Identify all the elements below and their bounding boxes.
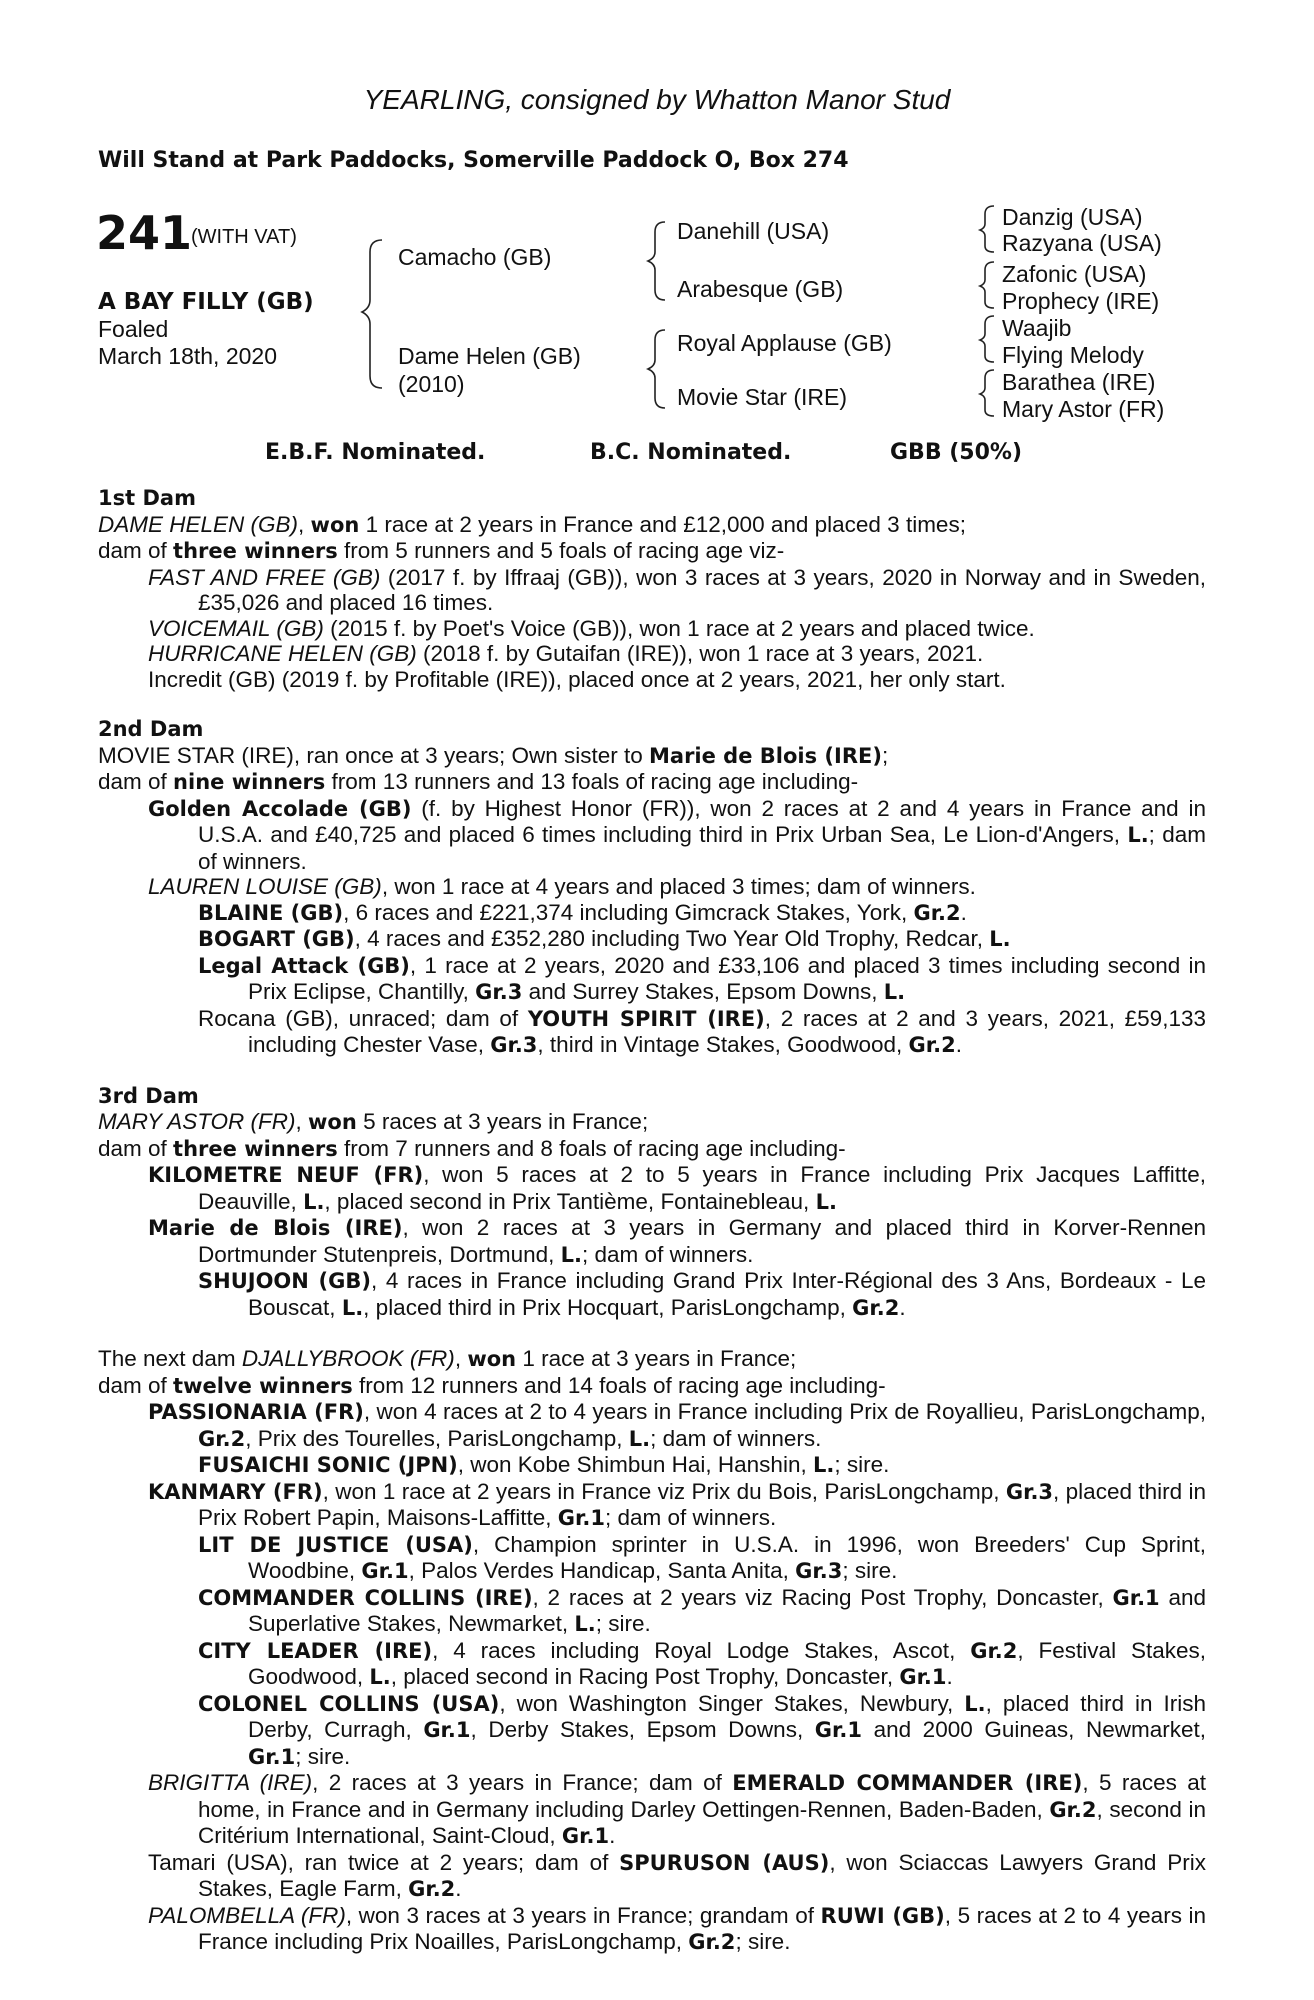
text-run: , Derby Stakes, Epsom Downs, — [470, 1717, 815, 1742]
bold-text: Gr.1 — [814, 1718, 862, 1742]
pedigree-dsd: Flying Melody — [1002, 342, 1144, 368]
lot-title: A BAY FILLY (GB) — [98, 289, 314, 315]
dam-sire: Royal Applause (GB) — [677, 330, 892, 356]
entry-line — [98, 1399, 1206, 1452]
dam-section — [98, 1084, 1206, 1322]
bold-text: Gr.1 — [557, 1506, 605, 1530]
entry-line — [98, 1268, 1206, 1321]
text-run: MOVIE STAR (IRE), ran once at 3 years; Own sister to — [98, 742, 649, 768]
lot-number: 241 — [96, 206, 193, 260]
text-run: , won 4 races at 2 to 4 years in France including Prix de Royallieu, ParisLongchamp, — [363, 1399, 1206, 1424]
dam-dam: Movie Star (IRE) — [677, 384, 847, 410]
bold-text: EMERALD COMMANDER (IRE) — [732, 1771, 1083, 1795]
entry-line — [98, 1850, 1206, 1903]
text-run: , 2 races at 2 and 3 years, 2021, £59,133 including Chester Vase, — [248, 1005, 1206, 1057]
text-run: dam of — [98, 769, 174, 794]
entry-line — [98, 743, 1206, 770]
text-run: , 4 races and £352,280 including Two Year Old Trophy, Redcar, — [354, 926, 990, 951]
text-run: , 5 races at home, in France and in Germany including Darley Oettingen-Rennen, Baden-Baden, — [198, 1770, 1206, 1822]
sire-name: Camacho (GB) — [398, 244, 552, 270]
text-run: , third in Vintage Stakes, Goodwood, — [537, 1032, 909, 1057]
bold-text: Gr.1 — [561, 1824, 610, 1848]
text-run: . — [455, 1876, 462, 1901]
text-run: and Surrey Stakes, Epsom Downs, — [522, 979, 884, 1004]
bold-text: COLONEL COLLINS (USA) — [198, 1691, 500, 1716]
bold-text: Gr.1 — [899, 1665, 947, 1689]
sire-sire: Danehill (USA) — [677, 218, 830, 244]
entry-line — [98, 1479, 1206, 1532]
bold-text: Gr.3 — [795, 1559, 843, 1583]
bold-text: KILOMETRE NEUF (FR) — [148, 1163, 424, 1187]
italic-text: LAUREN LOUISE (GB) — [148, 874, 382, 899]
bold-text: Gr.2 — [688, 1930, 736, 1954]
text-run: , won 1 race at 2 years in France viz Prix du Bois, ParisLongchamp, — [322, 1478, 1006, 1504]
bold-text: Gr.1 — [1112, 1585, 1160, 1610]
italic-text: FAST AND FREE (GB) — [148, 564, 381, 590]
bold-text: won — [308, 1110, 357, 1134]
foaled-date: March 18th, 2020 — [98, 343, 278, 369]
brace-dam — [648, 330, 665, 408]
brace-ds — [980, 316, 994, 362]
brace-ss — [980, 206, 994, 252]
entry-line — [98, 1373, 1206, 1400]
brace-main — [362, 240, 382, 388]
dam-name: Dame Helen (GB) — [398, 343, 581, 369]
bold-text: Gr.1 — [248, 1744, 296, 1769]
italic-text: PALOMBELLA (FR) — [148, 1902, 346, 1928]
sire-dam: Arabesque (GB) — [677, 276, 844, 302]
text-run: , placed third in Irish Derby, Curragh, — [248, 1690, 1206, 1742]
pedigree-ssd: Razyana (USA) — [1002, 230, 1162, 256]
text-run: , 6 races and £221,374 including Gimcrack Stakes, York, — [343, 899, 914, 925]
entry-line — [98, 874, 1206, 900]
entry-line — [98, 1346, 1206, 1373]
bold-text: L. — [1127, 823, 1149, 847]
text-run: 1 race at 3 years in France; — [516, 1346, 797, 1371]
text-run: ; sire. — [295, 1743, 351, 1769]
italic-text: MARY ASTOR (FR) — [98, 1109, 296, 1134]
entry-line — [98, 1006, 1206, 1059]
text-run: ; dam of winners. — [604, 1505, 777, 1530]
entry-line — [98, 1691, 1206, 1771]
section-heading: 3rd Dam — [98, 1083, 199, 1108]
bold-text: Golden Accolade (GB) — [148, 796, 412, 821]
text-run: Tamari (USA), ran twice at 2 years; dam of — [148, 1849, 620, 1875]
bold-text: YOUTH SPIRIT (IRE) — [527, 1006, 765, 1031]
bold-text: L. — [812, 1453, 835, 1477]
entry-line — [98, 1136, 1206, 1163]
pedigree-sds: Zafonic (USA) — [1002, 261, 1147, 287]
bold-text: SHUJOON (GB) — [198, 1269, 371, 1293]
text-run: , Festival Stakes, Goodwood, — [248, 1637, 1206, 1689]
text-run: The next dam — [98, 1346, 242, 1371]
entry-line — [98, 1162, 1206, 1215]
text-run: , placed second in Prix Tantième, Fontainebleau, — [324, 1188, 816, 1214]
brace-dd — [980, 370, 994, 416]
bold-text: COMMANDER COLLINS (IRE) — [198, 1585, 533, 1610]
catalogue-body — [98, 486, 1206, 1981]
text-run: , won 1 race at 4 years and placed 3 times; dam of winners. — [381, 874, 976, 899]
bold-text: Gr.2 — [908, 1033, 956, 1057]
bold-text: Marie de Blois (IRE) — [649, 743, 882, 768]
entry-line — [98, 512, 1206, 539]
vat-note: (WITH VAT) — [191, 226, 297, 248]
brace-sire — [648, 222, 665, 300]
bold-text: CITY LEADER (IRE) — [198, 1638, 433, 1663]
bold-text: RUWI (GB) — [820, 1903, 945, 1928]
entry-line — [98, 1109, 1206, 1136]
bold-text: L. — [303, 1189, 325, 1214]
text-run: dam of — [98, 1372, 174, 1398]
bold-text: L. — [883, 980, 906, 1004]
entry-line — [98, 926, 1206, 953]
text-run: ; — [881, 742, 889, 768]
bold-text: L. — [964, 1691, 986, 1716]
italic-text: VOICEMAIL (GB) — [148, 615, 324, 641]
bold-text: BOGART (GB) — [198, 927, 355, 951]
text-run: . — [955, 1032, 962, 1057]
entry-line — [98, 1770, 1206, 1850]
bold-text: won — [310, 512, 360, 537]
text-run: ; sire. — [735, 1929, 791, 1954]
bold-text: nine winners — [173, 770, 326, 794]
section-heading: 2nd Dam — [98, 717, 204, 741]
text-run: ; sire. — [595, 1611, 651, 1636]
section-heading: 1st Dam — [98, 486, 196, 510]
entry-line — [98, 1452, 1206, 1479]
bold-text: Gr.1 — [361, 1559, 409, 1583]
bold-text: L. — [341, 1295, 364, 1320]
text-run: , won 5 races at 2 to 5 years in France including Prix Jacques Laffitte, Deauville, — [198, 1162, 1206, 1214]
text-run: , — [295, 1109, 309, 1134]
entry-line — [98, 1585, 1206, 1638]
entry-line — [98, 796, 1206, 875]
text-run: , Palos Verdes Handicap, Santa Anita, — [408, 1558, 796, 1583]
text-run: and 2000 Guineas, Newmarket, — [861, 1717, 1206, 1742]
text-run: , won 3 races at 3 years in France; grandam of — [345, 1902, 821, 1928]
text-run: dam of — [98, 1135, 174, 1161]
text-run: ; dam of winners. — [198, 822, 1206, 874]
bold-text: L. — [560, 1242, 583, 1267]
text-run: from 12 runners and 14 foals of racing age including- — [352, 1372, 886, 1398]
text-run: . — [609, 1823, 616, 1848]
text-run: , 2 races at 2 years viz Racing Post Trophy, Doncaster, — [532, 1584, 1113, 1610]
text-run: . — [899, 1294, 906, 1320]
text-run: , won 2 races at 3 years in Germany and placed third in Korver-Rennen Dortmunder Stutenpreis, Dortmund, — [198, 1215, 1206, 1267]
pedigree-ddd: Mary Astor (FR) — [1002, 396, 1165, 422]
italic-text: BRIGITTA (IRE) — [148, 1770, 313, 1795]
bold-text: Gr.2 — [913, 900, 961, 925]
text-run: from 13 runners and 13 foals of racing age including- — [325, 769, 859, 794]
bold-text: Marie de Blois (IRE) — [148, 1216, 403, 1240]
page-header: YEARLING, consigned by Whatton Manor Stud — [363, 84, 951, 115]
entry-line — [98, 1638, 1206, 1691]
text-run: (2015 f. by Poet's Voice (GB)), won 1 race at 2 years and placed twice. — [323, 615, 1035, 641]
text-run: and Superlative Stakes, Newmarket, — [248, 1584, 1206, 1636]
bold-text: Gr.3 — [490, 1033, 538, 1057]
pedigree-dss: Waajib — [1002, 315, 1072, 341]
text-run: , placed second in Racing Post Trophy, Doncaster, — [390, 1664, 900, 1689]
pedigree-sdd: Prophecy (IRE) — [1002, 288, 1160, 314]
text-run: 1 race at 2 years in France and £12,000 and placed 3 times; — [359, 511, 966, 537]
dam-section — [98, 486, 1206, 692]
bold-text: L. — [815, 1189, 837, 1214]
text-run: (f. by Highest Honor (FR)), won 2 races at 2 and 4 years in France and in U.S.A. and £40,725 and placed 6 times including third in Prix Urban Sea, Le Lion-d'Angers, — [198, 795, 1206, 847]
italic-text: HURRICANE HELEN (GB) — [148, 641, 417, 666]
nomination-gbb: GBB (50%) — [890, 440, 1023, 465]
bold-text: BLAINE (GB) — [198, 900, 344, 925]
text-run: , won Kobe Shimbun Hai, Hanshin, — [457, 1452, 813, 1477]
nomination-ebf: E.B.F. Nominated. — [265, 440, 486, 465]
bold-text: Gr.1 — [423, 1718, 471, 1742]
text-run: (2018 f. by Gutaifan (IRE)), won 1 race at 3 years, 2021. — [416, 641, 984, 666]
text-run: , won Washington Singer Stakes, Newbury, — [499, 1690, 965, 1716]
text-run: dam of — [98, 538, 174, 563]
foaled-label: Foaled — [98, 316, 169, 342]
brace-sd — [980, 262, 994, 308]
dam-section — [98, 1346, 1206, 1956]
pedigree-sss: Danzig (USA) — [1002, 204, 1143, 230]
bold-text: Gr.2 — [408, 1877, 456, 1901]
italic-text: DAME HELEN (GB) — [98, 511, 299, 537]
text-run: from 7 runners and 8 foals of racing age including- — [337, 1135, 846, 1161]
bold-text: Legal Attack (GB) — [198, 953, 410, 978]
text-run: , placed third in Prix Hocquart, ParisLongchamp, — [363, 1294, 853, 1320]
bold-text: PASSIONARIA (FR) — [148, 1400, 364, 1424]
bold-text: Gr.2 — [1049, 1797, 1097, 1822]
text-run: Rocana (GB), unraced; dam of — [198, 1005, 528, 1031]
text-run: Incredit (GB) (2019 f. by Profitable (IRE)), placed once at 2 years, 2021, her only start. — [148, 666, 1006, 692]
bold-text: Gr.3 — [1005, 1479, 1054, 1504]
bold-text: L. — [628, 1426, 651, 1451]
pedigree-dds: Barathea (IRE) — [1002, 369, 1156, 395]
text-run: , — [454, 1346, 468, 1371]
text-run: (2017 f. by Iffraaj (GB)), won 3 races at 3 years, 2020 in Norway and in Sweden, £35,026 and placed 16 times. — [198, 564, 1206, 615]
bold-text: three winners — [173, 1136, 338, 1161]
text-run: . — [960, 899, 967, 925]
entry-line — [98, 667, 1206, 693]
entry-line — [98, 1532, 1206, 1585]
bold-text: twelve winners — [173, 1373, 353, 1398]
text-run: , Champion sprinter in U.S.A. in 1996, won Breeders' Cup Sprint, Woodbine, — [248, 1531, 1206, 1583]
bold-text: FUSAICHI SONIC (JPN) — [198, 1453, 458, 1477]
bold-text: L. — [369, 1665, 391, 1689]
stand-location: Will Stand at Park Paddocks, Somerville Paddock O, Box 274 — [98, 148, 849, 173]
text-run: , — [298, 511, 311, 537]
bold-text: LIT DE JUSTICE (USA) — [198, 1532, 473, 1557]
bold-text: Gr.2 — [970, 1638, 1018, 1663]
bold-text: L. — [574, 1612, 596, 1636]
entry-line — [98, 1215, 1206, 1268]
dam-section — [98, 717, 1206, 1059]
entry-line — [98, 953, 1206, 1006]
nomination-bc: B.C. Nominated. — [590, 440, 792, 465]
bold-text: three winners — [173, 539, 338, 563]
entry-line — [98, 565, 1206, 616]
text-run: , 4 races including Royal Lodge Stakes, Ascot, — [432, 1637, 971, 1663]
text-run: , placed third in Prix Robert Papin, Maisons-Laffitte, — [198, 1478, 1206, 1530]
bold-text: Gr.2 — [852, 1295, 900, 1320]
bold-text: SPURUSON (AUS) — [619, 1850, 830, 1875]
entry-line — [98, 769, 1206, 796]
text-run: . — [946, 1664, 953, 1689]
entry-line — [98, 538, 1206, 565]
bold-text: KANMARY (FR) — [148, 1479, 323, 1504]
bold-text: Gr.2 — [198, 1426, 246, 1451]
text-run: ; dam of winners. — [650, 1425, 822, 1451]
entry-line — [98, 616, 1206, 642]
text-run: ; sire. — [834, 1452, 890, 1477]
dam-year: (2010) — [398, 371, 465, 397]
text-run: , second in Critérium International, Saint-Cloud, — [198, 1796, 1206, 1848]
bold-text: L. — [989, 927, 1011, 951]
text-run: ; sire. — [842, 1558, 898, 1583]
text-run: , 1 race at 2 years, 2020 and £33,106 and placed 3 times including second in Prix Eclipse, Chantilly, — [248, 952, 1206, 1004]
entry-line — [98, 1903, 1206, 1956]
text-run: 5 races at 3 years in France; — [356, 1109, 649, 1134]
text-run: , Prix des Tourelles, ParisLongchamp, — [245, 1425, 629, 1451]
text-run: , won Sciaccas Lawyers Grand Prix Stakes, Eagle Farm, — [198, 1849, 1206, 1901]
text-run: , 5 races at 2 to 4 years in France including Prix Noailles, ParisLongchamp, — [198, 1902, 1206, 1954]
text-run: , 2 races at 3 years in France; dam of — [312, 1770, 733, 1795]
entry-line — [98, 641, 1206, 667]
text-run: ; dam of winners. — [582, 1241, 754, 1267]
italic-text: DJALLYBROOK (FR) — [241, 1346, 455, 1371]
text-run: , 4 races in France including Grand Prix Inter-Régional des 3 Ans, Bordeaux - Le Bouscat, — [248, 1268, 1206, 1320]
bold-text: Gr.3 — [475, 980, 523, 1004]
bold-text: won — [467, 1347, 517, 1371]
text-run: from 5 runners and 5 foals of racing age viz- — [337, 538, 785, 563]
entry-line — [98, 900, 1206, 927]
